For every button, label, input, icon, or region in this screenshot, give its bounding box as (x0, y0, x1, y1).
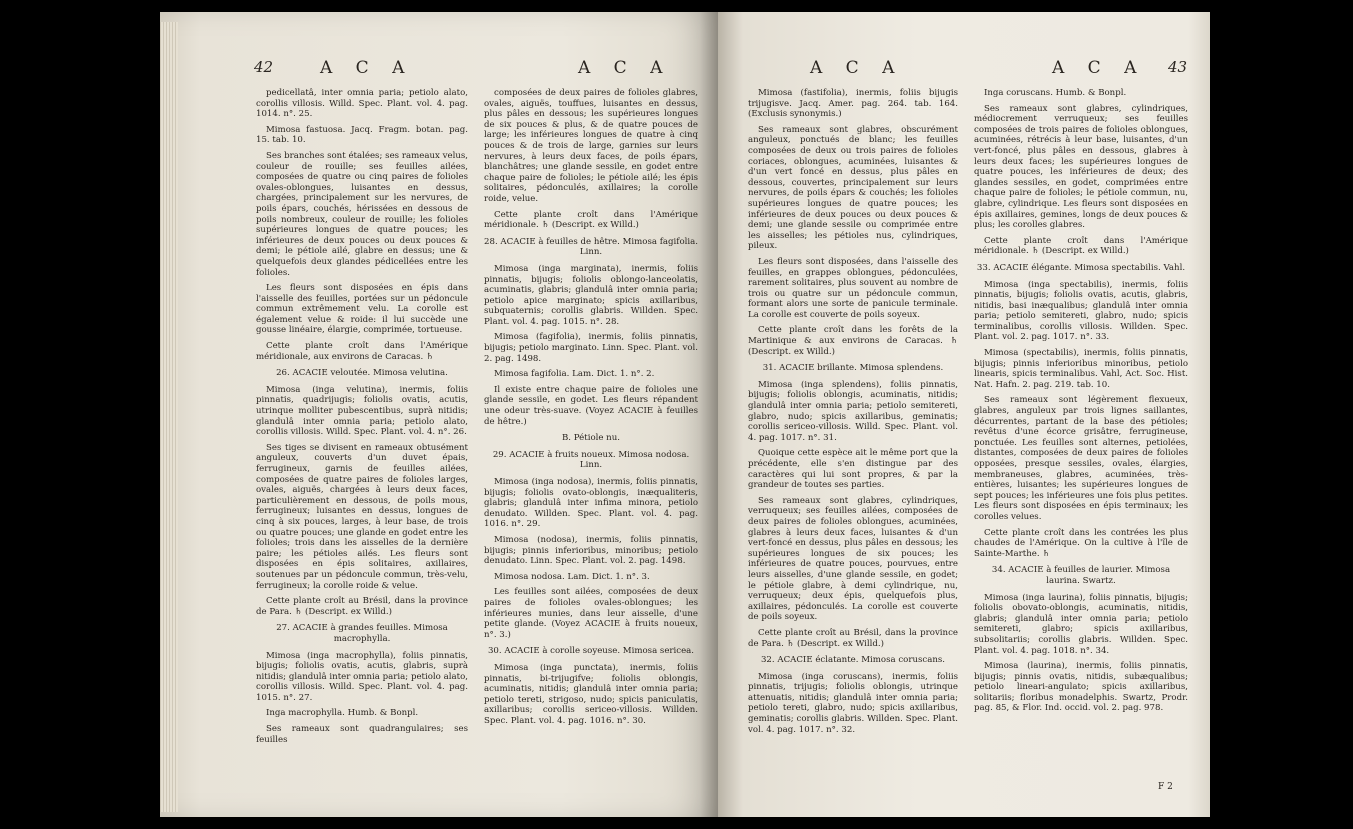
paragraph: Mimosa fagifolia. Lam. Dict. 1. n°. 2. (494, 369, 655, 380)
paragraph: Cette plante croît dans l'Amérique méridionale. ♄ (Descript. ex Willd.) (974, 235, 1188, 257)
paragraph: Ses rameaux sont glabres, cylindriques, verruqueux; ses feuilles ailées, composées de deux paires de folioles oblongues, acuminées, glabres à leurs deux faces, luisantes & d'un vert-foncé en dessus, plus pâles en dessous; les supérieures longues de six pouces; les inférieures de quatre pouces, pourvues, entre leurs aisselles, d'une glande sessile, en godet; le pétiole glabre, à demi cylindrique, nu, verruqueux; deux épis, quelquefois plus, axillaires, pédonculés. La corolle est couverte de poils soyeux. (748, 495, 958, 623)
paragraph: Ses rameaux sont glabres, cylindriques, médiocrement verruqueux; ses feuilles composées de trois paires de folioles oblongues, acuminées, rétrécis à leur base, luisantes, d'un vert-foncé, plus pâles en dessous, glabres à leurs deux faces; les supérieures longues de quatre pouces, les inférieures de deux; des glandes sessiles, en godet, comprimées entre chaque paire de folioles; le pétiole commun, nu, glabre, cylindrique. Les fleurs sont disposées en épis axillaires, gemines, longs de deux pouces & plus; les corolles glabres. (974, 103, 1188, 231)
paragraph: Inga macrophylla. Humb. & Bonpl. (266, 708, 419, 719)
paragraph: Mimosa (fastifolia), inermis, foliis bijugis trijugisve. Jacq. Amer. pag. 264. tab. 164. (Exclusis synonymis.) (748, 88, 958, 120)
paragraph: Ses tiges se divisent en rameaux obtusément anguleux, couverts d'un duvet épais, ferrugineux, garnis de feuilles ailées, composées de quatre paires de folioles larges, ovales, aiguës, chargées à leurs deux faces, particulièrement en dessous, de poils mous, ferrugineux; luisantes en dessus, longues de cinq à six pouces, larges, à leur base, de trois ou quatre pouces; une glande en godet entre les folioles; trois dans les aisselles de la dernière paire; les pétioles ailés. Les fleurs sont disposées en épis solitaires, axillaires, soutenues par un pédoncule commun, très-velu, ferrugineux; la corolle roide & velue. (256, 442, 468, 591)
paragraph: 31. ACACIE brillante. Mimosa splendens. (762, 363, 944, 374)
paragraph: Mimosa (inga nodosa), inermis, foliis pinnatis, bijugis; foliolis ovato-oblongis, inæqualiteris, glabris; glandulâ inter infima minora, petiolo denudato. Willden. Spec. Plant. vol. 4. pag. 1016. n°. 29. (484, 477, 698, 530)
paragraph: Cette plante croît au Brésil, dans la province de Para. ♄ (Descript. ex Willd.) (256, 596, 468, 617)
paragraph: Mimosa (spectabilis), inermis, foliis pinnatis, bijugis; pinnis inferioribus minoribus, petiolo linearis, spicis terminalibus. Vahl, Act. Soc. Hist. Nat. Hafn. 2. pag. 219. tab. 10. (974, 348, 1188, 390)
paragraph: Mimosa nodosa. Lam. Dict. 1. n°. 3. (494, 571, 650, 582)
paragraph: Cette plante croît au Brésil, dans la province de Para. ♄ (Descript. ex Willd.) (748, 627, 958, 649)
paragraph: Cette plante croît dans les forêts de la Martinique & aux environs de Caracas. ♄ (Descript. ex Willd.) (748, 325, 958, 357)
paragraph: composées de deux paires de folioles glabres, ovales, aiguës, touffues, luisantes en dessus, plus pâles en dessous; les supérieures longues de six pouces & plus, & de quatre pouces de large; les inférieures longues de quatre à cinq pouces & de trois de large, garnies sur leurs nervures, à leurs deux faces, de poils épars, blanchâtres; une glande sessile, en godet entre chaque paire de folioles; le pétiole ailé; les épis solitaires, pédonculés, axillaires; la corolle roide, velue. (484, 88, 698, 204)
text-column (748, 88, 958, 740)
paragraph: Mimosa (laurina), inermis, foliis pinnatis, bijugis; pinnis ovatis, nitidis, subæqualibus; petiolo lineari-angulato; spicis axillaribus, solitariis; floribus monadelphis. Swartz, Prodr. pag. 85, & Flor. Ind. occid. vol. 2. pag. 978. (974, 661, 1188, 714)
paragraph: Inga coruscans. Humb. & Bonpl. (984, 88, 1127, 98)
left-page (160, 12, 718, 817)
paragraph: 26. ACACIE veloutée. Mimosa velutina. (276, 368, 448, 379)
paragraph: Mimosa (inga velutina), inermis, foliis pinnatis, quadrijugis; foliolis ovatis, acutis, utrinque molliter pubescentibus, suprà nitidis; glandulâ inter omnia paria; petiolo alato, corollis villosis. Willd. Spec. Plant. vol. 4. n°. 26. (256, 384, 468, 438)
paragraph: 30. ACACIE à corolle soyeuse. Mimosa sericea. (487, 646, 695, 657)
paragraph: Ses rameaux sont glabres, obscurément anguleux, ponctués de blanc; les feuilles composées de deux ou trois paires de folioles coriaces, oblongues, acuminées, luisantes & d'un vert foncé en dessus, plus pâles en dessous, couvertes, principalement sur leurs nervures, de poils épars & couchés; les folioles supérieures longues de quatre pouces; les inférieures de deux pouces ou deux pouces & demi; une glande sessile ou comprimée entre les aisselles; les pétioles nus, cylindriques, pileux. (748, 124, 958, 252)
paragraph: Mimosa (fagifolia), inermis, foliis pinnatis, bijugis; petiolo marginato. Linn. Spec. Plant. vol. 2. pag. 1498. (484, 332, 698, 364)
right-page (718, 12, 1210, 817)
paragraph: Mimosa (inga macrophylla), foliis pinnatis, bijugis; foliolis ovatis, acutis, glabris, suprà nitidis; glandulâ inter omnia paria; petiolo alato, corollis villosis. Willd. Spec. Plant. vol. 4. pag. 1015. n°. 27. (256, 650, 468, 703)
paragraph: Mimosa (inga laurina), foliis pinnatis, bijugis; foliolis obovato-oblongis, acuminatis, nitidis, glabris; glandulâ inter omnia paria; petiolo semitereti, glabro; spicis axillaribus, subsolitariis; corollis glabris. Willden. Spec. Plant. vol. 4. pag. 1018. n°. 34. (974, 592, 1188, 656)
paragraph: B. Pétiole nu. (561, 433, 620, 444)
paragraph: Mimosa fastuosa. Jacq. Fragm. botan. pag. 15. tab. 10. (256, 124, 468, 146)
running-head: A C A (1052, 58, 1146, 78)
paragraph: 29. ACACIE à fruits noueux. Mimosa nodosa. Linn. (492, 449, 690, 471)
paragraph: Mimosa (inga coruscans), inermis, foliis pinnatis, trijugis; foliolis oblongis, utrinque attenuatis, nitidis; glandulâ inter omnia paria; petiolo tereti, glabro, nudo; spicis axillaribus, geminatis; corollis glabris. Willden. Spec. Plant. vol. 4. pag. 1017. n°. 32. (748, 671, 958, 735)
paragraph: Mimosa (inga marginata), inermis, foliis pinnatis, bijugis; foliolis oblongo-lanceolatis, acuminatis, glabris; glandulâ inter omnia paria; petiolo apice marginato; spicis axillaribus, subquaternis; corollis glabris. Willden. Spec. Plant. vol. 4. pag. 1015. n°. 28. (484, 263, 698, 327)
paragraph: 32. ACACIE éclatante. Mimosa coruscans. (760, 655, 946, 666)
paragraph: Cette plante croît dans l'Amérique méridionale. ♄ (Descript. ex Willd.) (484, 209, 698, 231)
paragraph: Cette plante croît dans l'Amérique méridionale, aux environs de Caracas. ♄ (256, 341, 468, 362)
text-column (256, 88, 468, 750)
paragraph: Quoique cette espèce ait le même port que la précédente, elle s'en distingue par des caractères qui lui sont propres, & par la grandeur de toutes ses parties. (748, 448, 958, 491)
paragraph: 27. ACACIE à grandes feuilles. Mimosa macrophylla. (276, 623, 448, 644)
paragraph: Ses rameaux sont légèrement flexueux, glabres, anguleux par trois lignes saillantes, décurrentes, partant de la base des pétioles; revêtus d'une écorce grisâtre, ferrugineuse, ponctuée. Les feuilles sont alternes, petiolées, distantes, composées de deux paires de folioles opposées, presque sessiles, ovales, élargies, membraneuses, glabres, acuminées, très-entières, luisantes; les supérieures longues de sept pouces; les inférieures une fois plus petites. Les fleurs sont disposées en épis terminaux; les corolles velues. (974, 395, 1188, 522)
open-book (160, 12, 1210, 817)
page-edges (160, 22, 178, 812)
paragraph: Mimosa (inga punctata), inermis, foliis pinnatis, bi-trijugifve; foliolis oblongis, acuminatis, nitidis; glandulâ inter omnia paria; petiolo tereti, strigoso, nudo; spicis paniculatis, axillaribus; corollis sericeo-villosis. Willden. Spec. Plant. vol. 4. pag. 1016. n°. 30. (484, 662, 698, 726)
paragraph: Les feuilles sont ailées, composées de deux paires de folioles ovales-oblongues; les inférieures munies, dans leur aisselle, d'une petite glande. (Voyez ACACIE à fruits noueux, n°. 3.) (484, 587, 698, 640)
running-head: A C A (320, 58, 414, 78)
paragraph: Cette plante croît dans les contrées les plus chaudes de l'Amérique. On la cultive à l'île de Sainte-Marthe. ♄ (974, 527, 1188, 559)
page-number: 43 (1168, 58, 1188, 76)
paragraph: 33. ACACIE élégante. Mimosa spectabilis. Vahl. (976, 262, 1186, 273)
running-head: A C A (810, 58, 904, 78)
text-column (974, 88, 1188, 719)
paragraph: 28. ACACIE à feuilles de hêtre. Mimosa fagifolia. Linn. (484, 236, 698, 258)
page-number: 42 (254, 58, 274, 76)
running-head: A C A (578, 58, 672, 78)
paragraph: Les fleurs sont disposées en épis dans l'aisselle des feuilles, portées sur un pédoncule commun extrêmement velu. La corolle est également velue & roide: il lui succède une gousse linéaire, élargie, comprimée, tortueuse. (256, 283, 468, 336)
paragraph: pedicellatâ, inter omnia paria; petiolo alato, corollis villosis. Willd. Spec. Plant. vol. 4. pag. 1014. n°. 25. (256, 88, 468, 120)
paragraph: Mimosa (nodosa), inermis, foliis pinnatis, bijugis; pinnis inferioribus, minoribus; petiolo denudato. Linn. Spec. Plant. vol. 2. pag. 1498. (484, 534, 698, 567)
paragraph: Mimosa (inga splendens), foliis pinnatis, bijugis; foliolis oblongis, acuminatis, nitidis; glandulâ inter omnia paria; petiolo semitereti, glabro, nudo; spicis axillaribus, geminatis; corollis sericeo-villosis. Willd. Spec. Plant. vol. 4. pag. 1017. n°. 31. (748, 379, 958, 443)
paragraph: Ses branches sont étalées; ses rameaux velus, couleur de rouille; ses feuilles ailées, composées de quatre ou cinq paires de folioles ovales-oblongues, luisantes en dessus, chargées, principalement sur les nervures, de poils épars, couchés, hérissées en dessous de poils nombreux, couleur de rouille; les folioles supérieures longues de quatre pouces; les inférieures de deux pouces ou deux pouces & demi; le pétiole ailé, glabre en dessus; une & quelquefois deux glandes pédicellées entre les folioles. (256, 150, 468, 278)
paragraph: Il existe entre chaque paire de folioles une glande sessile, en godet. Les fleurs répandent une odeur très-suave. (Voyez ACACIE à feuilles de hêtre.) (484, 384, 698, 427)
paragraph: Ses rameaux sont quadrangulaires; ses feuilles (256, 724, 468, 745)
signature-mark: F 2 (1158, 782, 1173, 792)
paragraph: Mimosa (inga spectabilis), inermis, foliis pinnatis, bijugis; foliolis ovatis, acutis, glabris, nitidis, basi inæqualibus; glandulâ inter omnia paria; petiolo semitereti, glabro, nudo; spicis terminalibus, corollis villosis. Willden. Spec. Plant. vol. 2. pag. 1017. n°. 33. (974, 279, 1188, 343)
paragraph: Les fleurs sont disposées, dans l'aisselle des feuilles, en grappes oblongues, pédonculées, rarement solitaires, plus souvent au nombre de trois ou quatre sur un pédoncule commun, formant alors une sorte de panicule terminale. La corolle est couverte de poils soyeux. (748, 256, 958, 320)
paragraph: 34. ACACIE à feuilles de laurier. Mimosa laurina. Swartz. (991, 565, 1171, 586)
text-column (484, 88, 698, 731)
